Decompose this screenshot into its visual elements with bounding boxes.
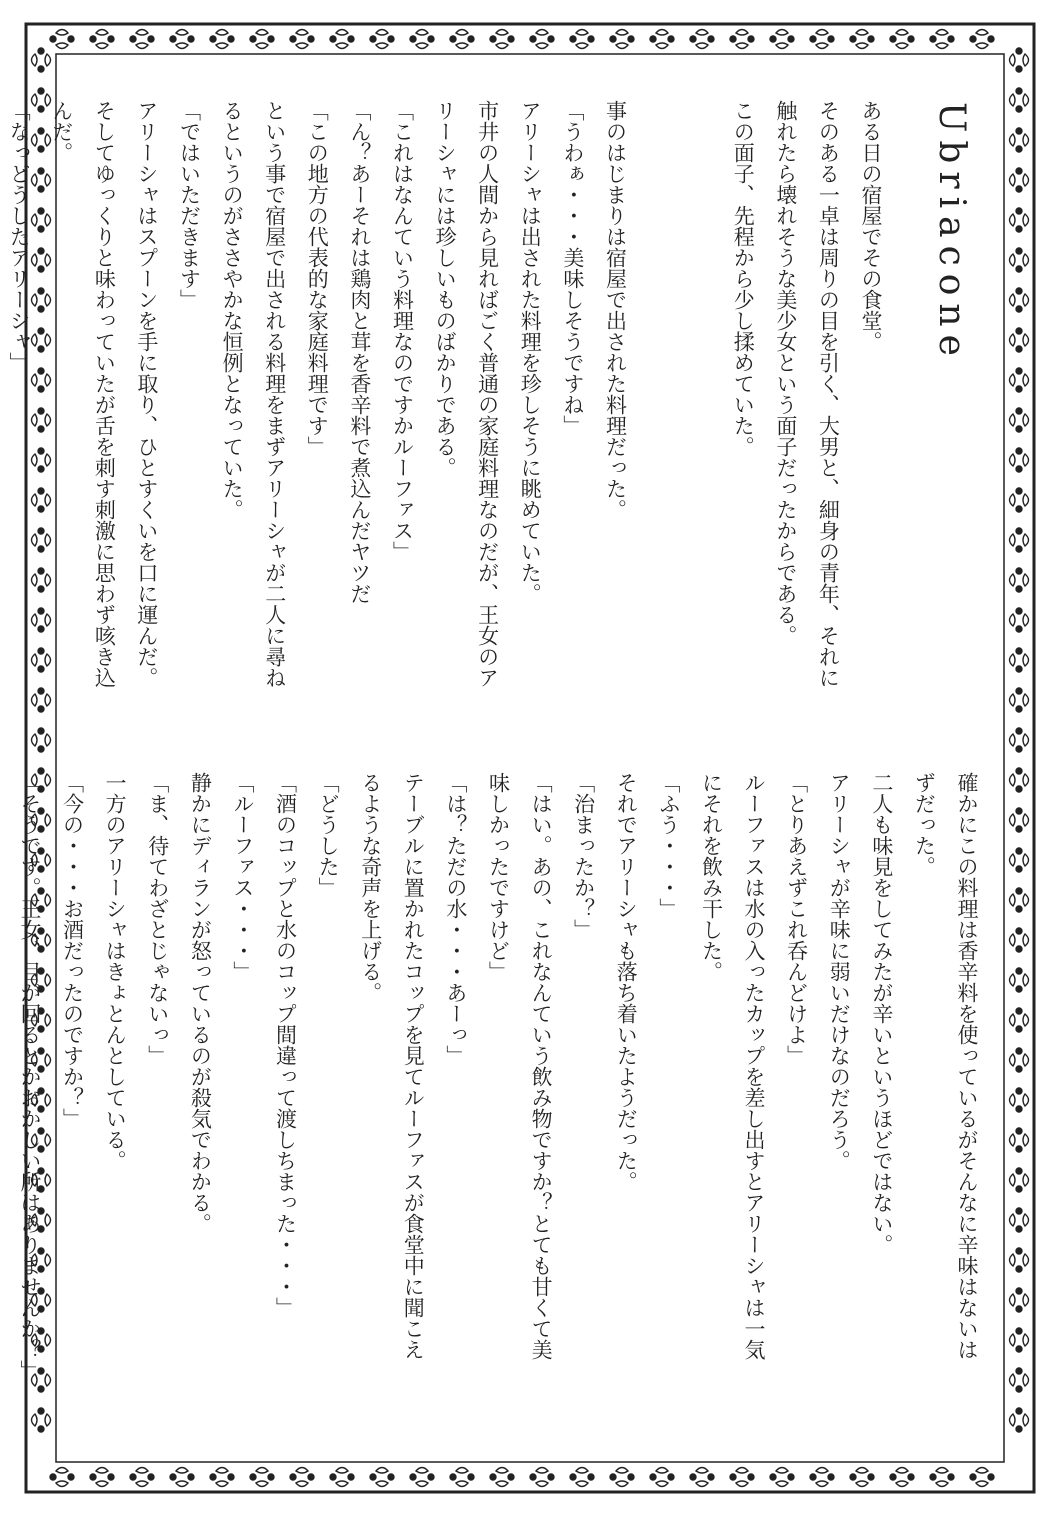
text-line: 「ふう・・・」 [656,772,681,919]
text-line: 「これはなんていう料理なのですかルーファス」 [390,100,415,562]
text-line: 静かにディランが怒っているのが殺気でわかる。 [188,772,213,1234]
text-line: この面子、先程から少し揉めていた。 [731,100,756,457]
text-line: んだ。 [49,100,74,163]
text-line: 「酒のコップと水のコップ間違って渡しちまった・・・」 [273,772,298,1318]
text-line: アリーシャは出された料理を珍しそうに眺めていた。 [518,100,543,604]
text-line: 「どうした」 [316,772,341,898]
lower-text-block [17,772,988,1381]
text-line [679,100,722,712]
text-line: アリーシャはスプーンを手に取り、ひとすくいを口に運んだ。 [134,100,159,688]
text-line [636,100,679,712]
text-line: それでアリーシャも落ち着いたようだった。 [614,772,639,1192]
text-line: 「なっどうしたアリーシャ」 [7,100,32,373]
text-line: 味しかったですけど」 [486,772,511,982]
text-line: るというのがささやかな恒例となっていた。 [220,100,245,520]
text-line: という事で宿屋で出される料理をまずアリーシャが二人に尋ね [262,100,287,688]
text-line: 「この地方の代表的な家庭料理です」 [305,100,330,457]
text-line: 「うわぁ・・・美味しそうですね」 [560,100,585,436]
text-line: 「ん？あーそれは鶏肉と茸を香辛料で煮込んだヤツだ [347,100,372,604]
text-line [0,772,8,1372]
text-line: 「ま、待てわざとじゃないっ」 [145,772,170,1066]
text-line: 「ルーファス・・・」 [230,772,255,982]
text-line: 確かにこの料理は香辛料を使っているがそんなに辛味はないは [955,772,979,1360]
text-line: 「は？ただの水・・・あーっ」 [443,772,468,1066]
text-line: 「治まったか？」 [571,772,596,940]
text-line: 「そうです。王女、目が回るとかおかしい所はありませんか？」 [17,772,42,1381]
upper-text-block [7,100,892,712]
text-line: ルーファスは水の入ったカップを差し出すとアリーシャは一気 [742,772,767,1360]
text-line: 一方のアリーシャはきょとんとしている。 [103,772,128,1171]
text-line: るような奇声を上げる。 [358,772,383,1003]
text-line: 市井の人間から見ればごく普通の家庭料理なのだが、王女のア [475,100,500,688]
text-line: にそれを飲み干した。 [699,772,724,982]
text-line: そしてゆっくりと味わっていたが舌を刺す刺激に思わず咳き込 [92,100,117,688]
text-line: 「今の・・・お酒だったのですか？」 [60,772,85,1129]
text-line: ある日の宿屋でその食堂。 [859,100,883,352]
text-line: 「とりあえずこれ呑んどけよ」 [784,772,809,1066]
text-line: そのある一卓は周りの目を引く、大男と、細身の青年、それに [816,100,841,688]
text-line: 「ではいただきます」 [177,100,202,310]
story-title: Ubriacone [931,102,972,364]
text-line: 事のはじまりは宿屋で出された料理だった。 [603,100,628,520]
text-line: 「はい。あの、これなんていう飲み物ですか？とても甘くて美 [529,772,554,1360]
text-line: テーブルに置かれたコップを見てルーファスが食堂中に聞こえ [401,772,426,1360]
text-line: アリーシャが辛味に弱いだけなのだろう。 [827,772,852,1171]
text-line: リーシャには珍しいものばかりである。 [433,100,458,478]
text-line: ずだった。 [912,772,937,877]
text-line: 二人も味見をしてみたが辛いというほどではない。 [869,772,894,1255]
text-line: 触れたら壊れそうな美少女という面子だったからである。 [773,100,798,646]
